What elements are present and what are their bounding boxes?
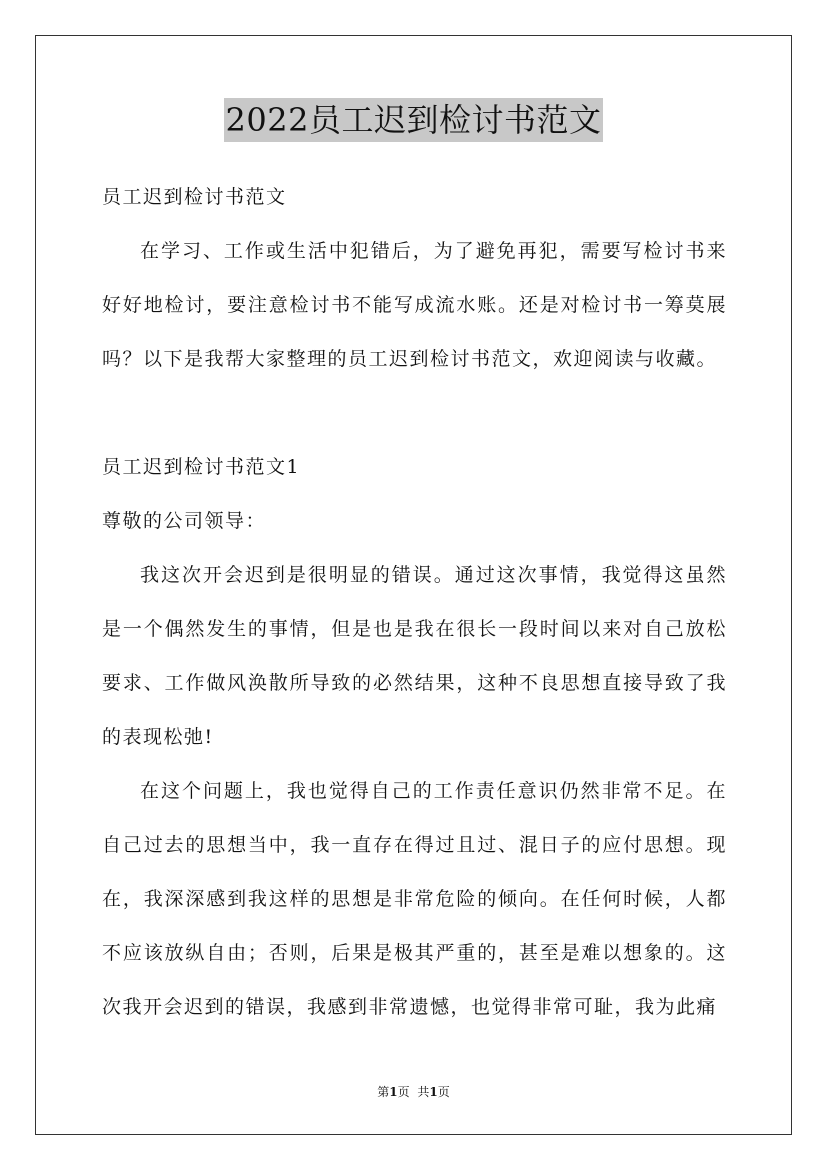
intro-paragraph: 在学习、工作或生活中犯错后，为了避免再犯，需要写检讨书来好好地检讨，要注意检讨书不能写成流水账。还是对检讨书一筹莫展吗？以下是我帮大家整理的员工迟到检讨书范文，欢迎阅读与收藏。 <box>102 240 727 370</box>
footer-page-mid: 页 <box>397 1085 410 1099</box>
body-paragraph-1: 我这次开会迟到是很明显的错误。通过这次事情，我觉得这虽然是一个偶然发生的事情，但是也是我在很长一段时间以来对自己放松要求、工作做风涣散所导致的必然结果，这种不良思想直接导致了我的表现松弛! <box>102 564 727 748</box>
salutation: 尊敬的公司领导： <box>102 510 267 532</box>
title-area <box>0 98 827 142</box>
page-footer <box>0 1083 827 1101</box>
section-heading: 员工迟到检讨书范文1 <box>102 456 301 478</box>
blank-line <box>102 386 727 440</box>
footer-total-prefix: 共 <box>417 1085 430 1099</box>
footer-page-current: 1 <box>389 1085 398 1099</box>
footer-total-suffix: 页 <box>437 1085 450 1099</box>
document-subtitle: 员工迟到检讨书范文 <box>102 186 287 208</box>
document-body <box>102 170 727 1034</box>
footer-page-total: 1 <box>429 1085 438 1099</box>
body-paragraph-2: 在这个问题上，我也觉得自己的工作责任意识仍然非常不足。在自己过去的思想当中，我一直存在得过且过、混日子的应付思想。现在，我深深感到我这样的思想是非常危险的倾向。在任何时候，人都不应该放纵自由；否则，后果是极其严重的，甚至是难以想象的。这次我开会迟到的错误，我感到非常遗憾，也觉得非常可耻，我为此痛 <box>102 780 727 1018</box>
document-title: 2022员工迟到检讨书范文 <box>224 98 604 142</box>
footer-page-prefix: 第 <box>377 1085 390 1099</box>
